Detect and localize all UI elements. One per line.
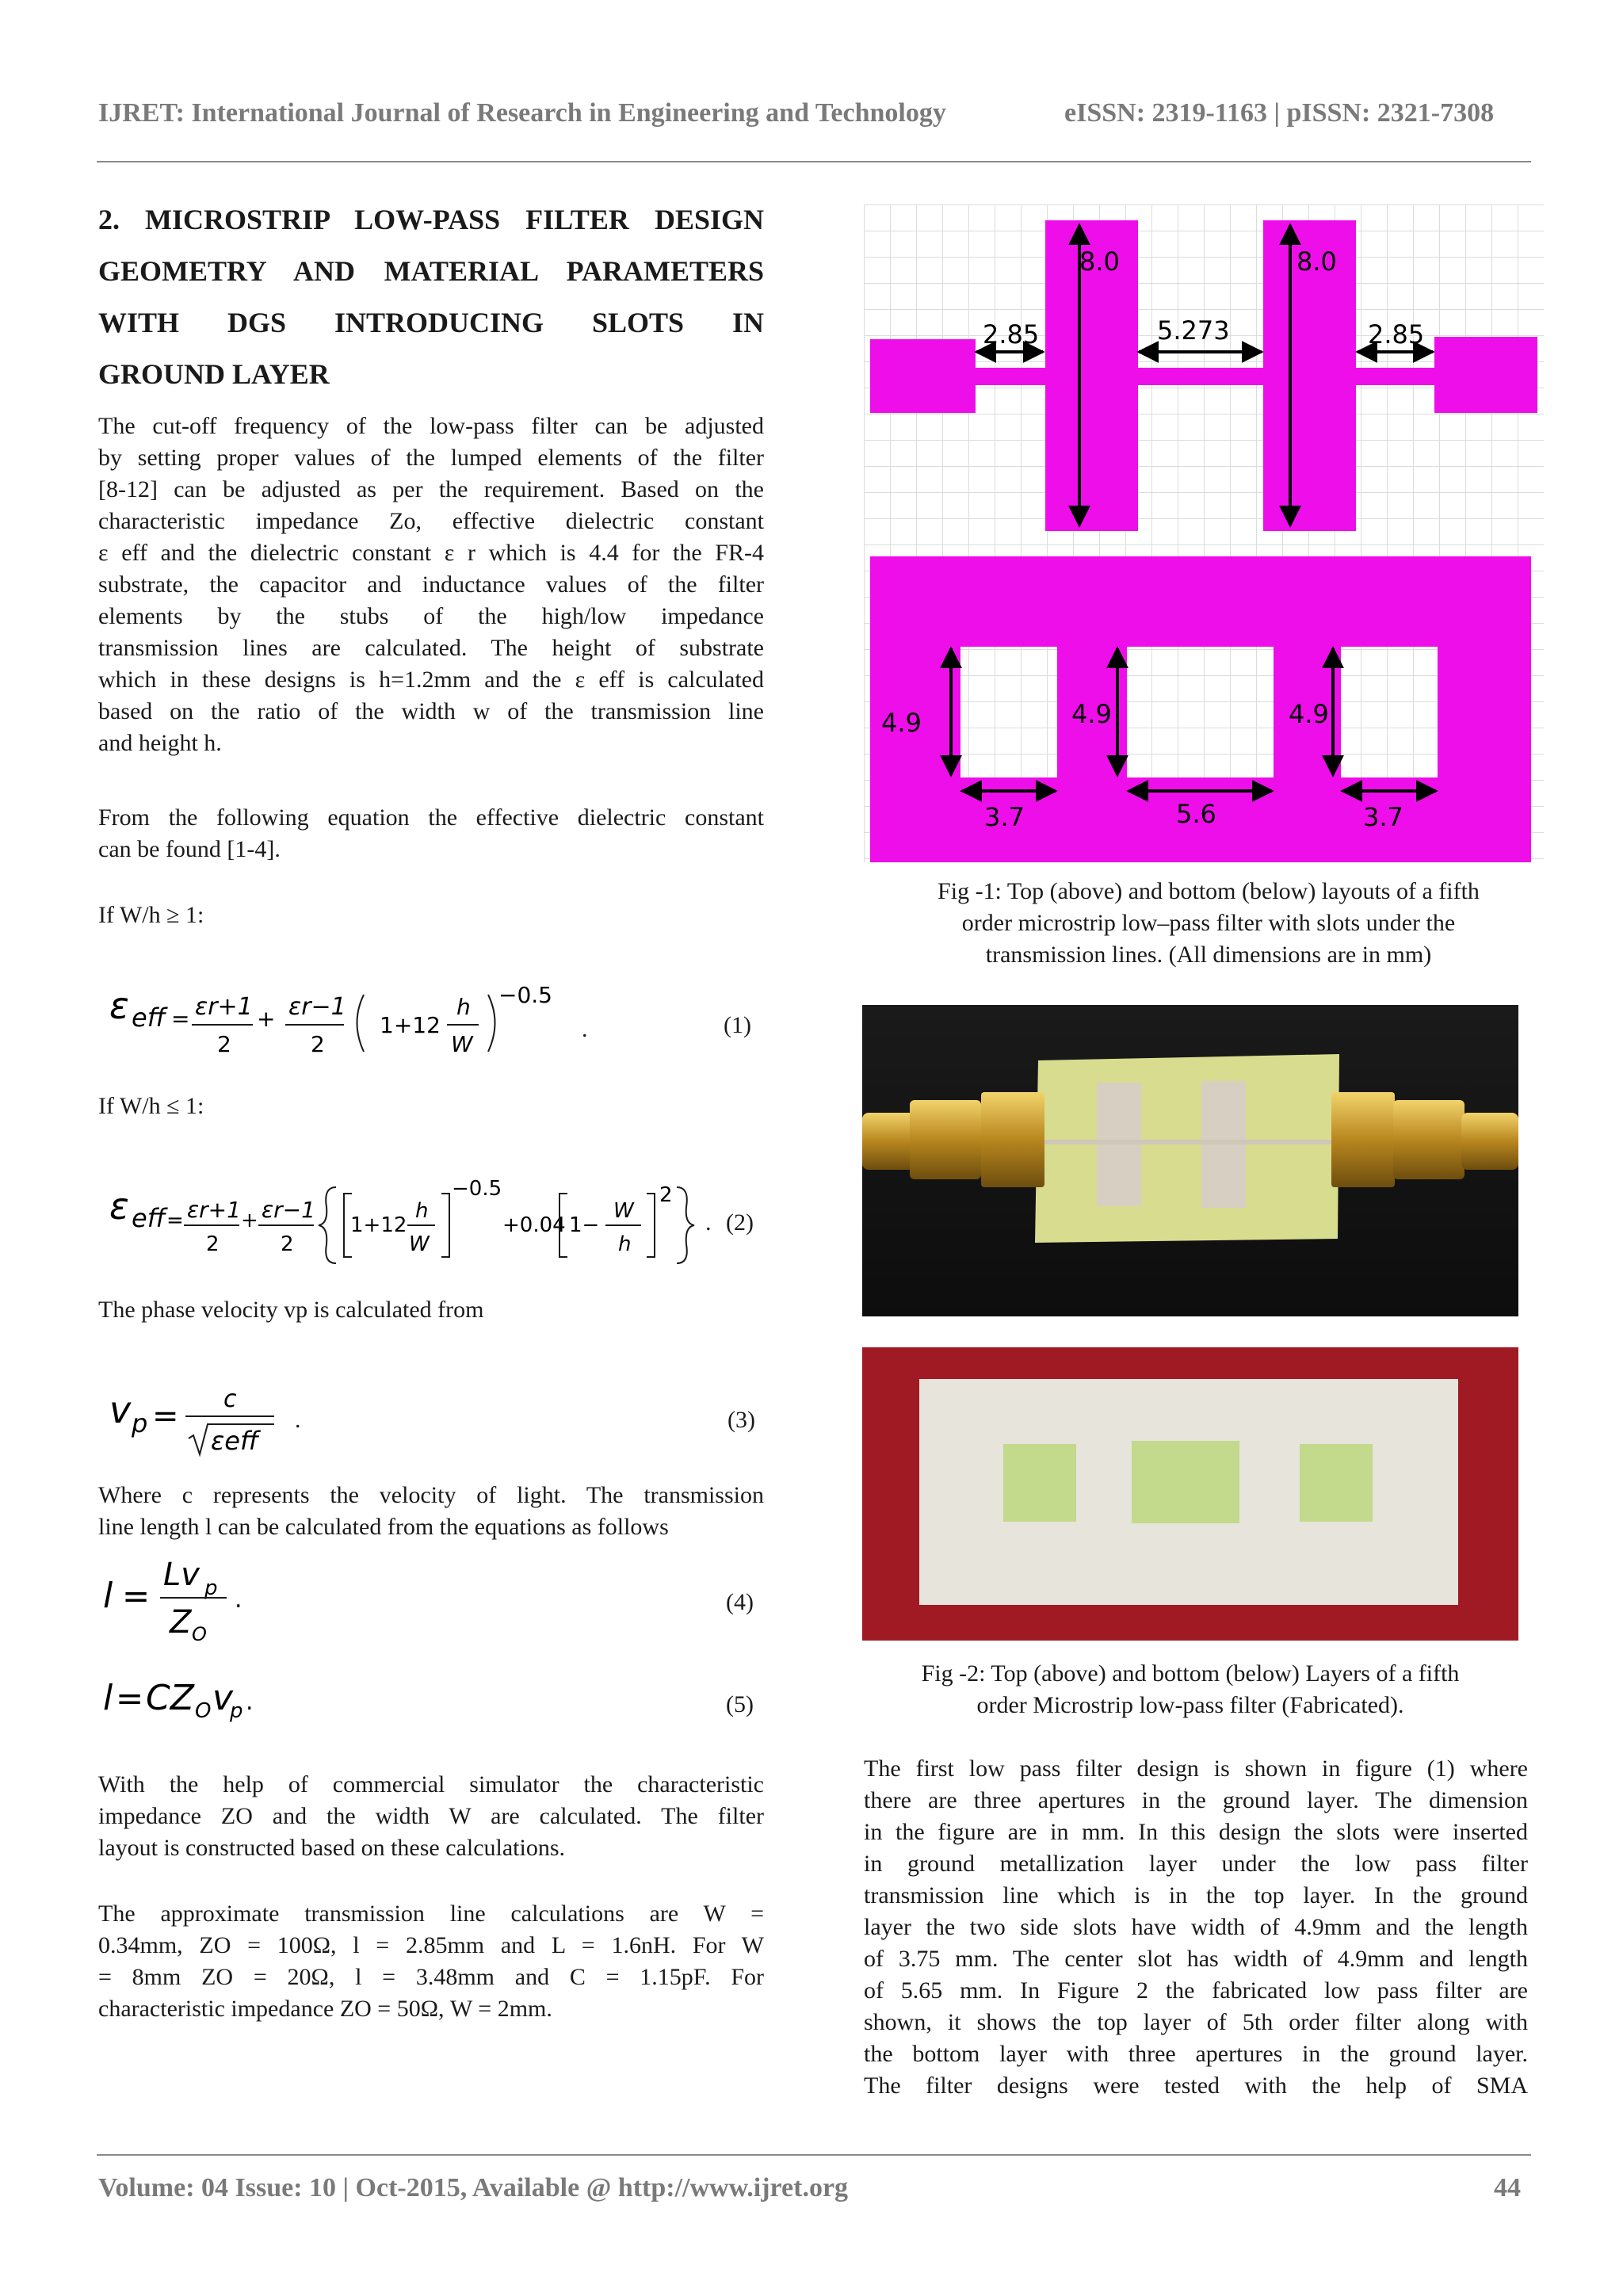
paragraph-figure-discussion: [864, 1753, 1528, 2102]
svg-text:=: =: [166, 1209, 184, 1232]
phase-velocity-text: The phase velocity vp is calculated from: [98, 1297, 484, 1323]
condition-wh-ge-1: If W/h ≥ 1:: [98, 902, 204, 928]
para1-line: The cut-off frequency of the low-pass filter can be adjusted: [98, 413, 764, 439]
svg-text:h: h: [415, 1199, 429, 1223]
svg-text:εeff: εeff: [211, 1426, 259, 1456]
svg-text:p: p: [132, 1408, 148, 1438]
svg-text:O: O: [195, 1699, 212, 1723]
svg-text:2: 2: [217, 1031, 231, 1057]
journal-header: IJRET: International Journal of Research in Engineering and Technology: [98, 98, 946, 128]
para1-line: by setting proper values of the lumped elements of the filter: [98, 445, 764, 471]
svg-text:=: =: [122, 1576, 151, 1615]
eq3-number: (3): [727, 1407, 755, 1433]
eq1-dot: .: [582, 1016, 588, 1042]
right-text-line: layer the two side slots have width of 4.9mm and the length: [864, 1914, 1528, 1940]
para5-line: 0.34mm, ZO = 100Ω, l = 2.85mm and L = 1.6nH. For W: [98, 1932, 764, 1958]
equation-3: [98, 1383, 415, 1462]
equation-1: [98, 979, 574, 1066]
svg-text:l: l: [103, 1678, 113, 1718]
para3-line: Where c represents the velocity of light. The transmission: [98, 1482, 764, 1508]
page-number: 44: [1494, 2173, 1521, 2202]
footer-volume: Volume: 04 Issue: 10 | Oct-2015, Available @ http://www.ijret.org: [98, 2173, 849, 2202]
eq2-dot: .: [705, 1209, 712, 1236]
right-text-line: The filter designs were tested with the help of SMA: [864, 2073, 1528, 2099]
paragraph-calculations: [98, 1898, 764, 2025]
svg-text:.: .: [235, 1586, 242, 1614]
para1-line: elements by the stubs of the high/low impedance: [98, 603, 764, 629]
aperture-1: [1003, 1444, 1076, 1522]
svg-text:εr+1: εr+1: [187, 1197, 241, 1223]
aperture-3: [1300, 1444, 1373, 1522]
svg-text:v: v: [109, 1389, 132, 1431]
svg-text:W: W: [613, 1199, 634, 1223]
para1-line: ε eff and the dielectric constant ε r which is 4.4 for the FR-4: [98, 540, 764, 566]
svg-text:c: c: [223, 1385, 237, 1413]
eq5-number: (5): [726, 1691, 754, 1717]
svg-text:=: =: [171, 1006, 190, 1032]
right-text-line: transmission line which is in the top layer. In the ground: [864, 1882, 1528, 1908]
svg-text:2: 2: [206, 1232, 220, 1256]
figure1-layout: [864, 204, 1553, 867]
pcb-board: [1035, 1054, 1339, 1243]
para1-line: [8-12] can be adjusted as per the requirement. Based on the: [98, 476, 764, 502]
svg-text:εr+1: εr+1: [195, 993, 253, 1021]
svg-text:h: h: [618, 1232, 632, 1256]
svg-text:ε: ε: [109, 1185, 129, 1228]
right-text-line: The first low pass filter design is shown in figure (1) where: [864, 1755, 1528, 1782]
dim-mid-gap: 5.273: [1157, 315, 1230, 346]
dim-top-length-2: 8.0: [1296, 246, 1337, 277]
eq2-square: 2: [659, 1183, 673, 1207]
para1-line: based on the ratio of the width w of the transmission line: [98, 698, 764, 724]
dim-slot-height-2: 4.9: [1071, 699, 1112, 729]
dim-slot-width-2: 5.6: [1176, 799, 1216, 829]
condition-wh-le-1: If W/h ≤ 1:: [98, 1093, 204, 1119]
para2-line: From the following equation the effective dielectric constant: [98, 804, 764, 831]
svg-text:h: h: [456, 994, 471, 1020]
right-text-line: in ground metallization layer under the low pass filter: [864, 1851, 1528, 1877]
para1-line: transmission lines are calculated. The height of substrate: [98, 635, 764, 661]
svg-text:2: 2: [311, 1031, 325, 1057]
figure2-caption: [862, 1658, 1518, 1721]
footer-rule: [97, 2154, 1531, 2156]
eq3-dot: .: [295, 1407, 301, 1433]
equation-5: [98, 1668, 336, 1732]
figure2-photo-top: [862, 1005, 1518, 1316]
svg-text:1+12: 1+12: [350, 1213, 407, 1237]
dim-slot-height-3: 4.9: [1289, 699, 1329, 729]
equation-4: [98, 1547, 336, 1650]
svg-text:Z: Z: [170, 1604, 192, 1641]
fig1-caption-line: order microstrip low–pass filter with slots under the: [961, 910, 1456, 936]
para3-line: line length l can be calculated from the equations as follows: [98, 1514, 669, 1540]
svg-text:+: +: [241, 1209, 258, 1232]
svg-text:W: W: [451, 1031, 473, 1057]
para5-line: = 8mm ZO = 20Ω, l = 3.48mm and C = 1.15pF. For: [98, 1964, 764, 1990]
svg-text:εr−1: εr−1: [288, 993, 346, 1021]
svg-text:2: 2: [281, 1232, 294, 1256]
eq4-number: (4): [726, 1589, 754, 1615]
para1-line: substrate, the capacitor and inductance values of the filter: [98, 571, 764, 598]
right-text-line: in the figure are in mm. In this design the slots were inserted: [864, 1819, 1528, 1845]
para1-line: and height h.: [98, 730, 222, 756]
heading-line-3: WITH DGS INTRODUCING SLOTS IN: [98, 307, 764, 338]
svg-text:1−: 1−: [569, 1213, 600, 1237]
svg-text:eff: eff: [132, 1203, 166, 1233]
fig1-caption-line: Fig -1: Top (above) and bottom (below) layouts of a fifth: [938, 878, 1480, 904]
dim-slot-width-1: 3.7: [984, 802, 1025, 832]
section-heading: [98, 194, 764, 400]
para1-line: characteristic impedance Zo, effective dielectric constant: [98, 508, 764, 534]
right-text-line: there are three apertures in the ground layer. The dimension: [864, 1787, 1528, 1813]
right-text-line: the bottom layer with three apertures in the ground layer.: [864, 2041, 1528, 2067]
para4-line: With the help of commercial simulator the characteristic: [98, 1771, 764, 1797]
svg-text:p: p: [204, 1576, 218, 1600]
svg-text:O: O: [192, 1623, 207, 1645]
svg-text:+: +: [257, 1006, 276, 1032]
svg-text:=: =: [116, 1679, 144, 1717]
svg-text:+0.04: +0.04: [502, 1213, 566, 1237]
fig2-caption-line: order Microstrip low-pass filter (Fabricated).: [976, 1692, 1404, 1718]
paragraph-eq-intro: [98, 802, 764, 865]
fig1-caption-line: transmission lines. (All dimensions are in mm): [985, 942, 1432, 968]
aperture-2: [1132, 1441, 1239, 1523]
svg-text:p: p: [230, 1699, 243, 1723]
para5-line: The approximate transmission line calculations are W =: [98, 1901, 764, 1927]
svg-text:εr−1: εr−1: [262, 1197, 315, 1223]
equation-2: [98, 1171, 732, 1266]
svg-text:Lv: Lv: [163, 1557, 200, 1593]
para2-line: can be found [1-4].: [98, 836, 281, 862]
svg-text:.: .: [246, 1688, 254, 1716]
paragraph-simulator: [98, 1769, 764, 1864]
heading-line-2: GEOMETRY AND MATERIAL PARAMETERS: [98, 255, 764, 287]
para4-line: impedance ZO and the width W are calculated. The filter: [98, 1803, 764, 1829]
svg-text:ε: ε: [109, 984, 129, 1027]
para1-line: which in these designs is h=1.2mm and the ε eff is calculated: [98, 667, 764, 693]
issn-header: eISSN: 2319-1163 | pISSN: 2321-7308: [1064, 98, 1495, 128]
dim-slot-height-1: 4.9: [881, 708, 922, 738]
svg-text:l: l: [103, 1576, 113, 1616]
right-text-line: of 3.75 mm. The center slot has width of 4.9mm and length: [864, 1946, 1528, 1972]
header-rule: [97, 161, 1531, 162]
para5-line: characteristic impedance ZO = 50Ω, W = 2mm.: [98, 1996, 552, 2022]
right-text-line: shown, it shows the top layer of 5th order filter along with: [864, 2009, 1528, 2035]
figure2-photo-bottom: [862, 1347, 1518, 1641]
heading-line-4: GROUND LAYER: [98, 358, 330, 390]
dim-left-gap: 2.85: [983, 319, 1040, 350]
svg-text:1+12: 1+12: [380, 1012, 441, 1038]
svg-text:eff: eff: [132, 1003, 166, 1033]
fig2-caption-line: Fig -2: Top (above) and bottom (below) Layers of a fifth: [921, 1660, 1460, 1687]
eq2-exponent: −0.5: [452, 1177, 502, 1201]
eq1-exponent: −0.5: [498, 982, 552, 1008]
paragraph-velocity: [98, 1480, 764, 1543]
para4-line: layout is constructed based on these calculations.: [98, 1835, 565, 1861]
figure1-caption: [864, 876, 1553, 971]
dim-right-gap: 2.85: [1368, 319, 1425, 350]
dim-slot-width-3: 3.7: [1363, 802, 1403, 832]
svg-text:CZ: CZ: [146, 1678, 194, 1718]
dim-top-length-1: 8.0: [1079, 246, 1120, 277]
eq1-number: (1): [724, 1012, 751, 1038]
svg-text:v: v: [212, 1678, 234, 1718]
heading-line-1: 2. MICROSTRIP LOW-PASS FILTER DESIGN: [98, 204, 764, 235]
right-text-line: of 5.65 mm. In Figure 2 the fabricated low pass filter are: [864, 1977, 1528, 2004]
eq2-number: (2): [726, 1209, 754, 1236]
svg-text:W: W: [409, 1232, 430, 1256]
paragraph-intro: [98, 411, 764, 759]
svg-text:=: =: [152, 1398, 179, 1435]
